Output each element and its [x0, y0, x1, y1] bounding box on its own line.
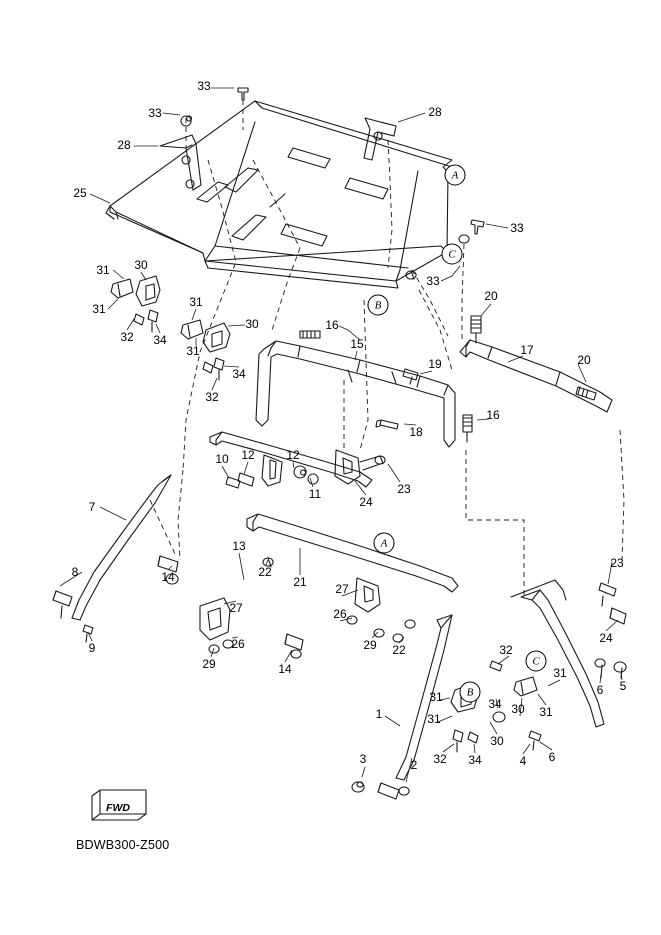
callout-number: 33 — [426, 274, 440, 288]
callout-number: 8 — [71, 565, 79, 579]
callout-number: 30 — [245, 317, 259, 331]
zone-label-c: C — [442, 244, 463, 265]
callout-number: 10 — [215, 452, 229, 466]
callout-number: 28 — [117, 138, 131, 152]
callout-number: 31 — [186, 344, 200, 358]
callout-number: 16 — [325, 318, 339, 332]
callout-number: 15 — [350, 337, 364, 351]
callout-number: 21 — [293, 575, 307, 589]
callout-number: 9 — [88, 641, 96, 655]
callout-number: 18 — [409, 425, 423, 439]
callout-number: 30 — [490, 734, 504, 748]
callout-number: 29 — [363, 638, 377, 652]
callout-number: 20 — [577, 353, 591, 367]
callout-number: 25 — [73, 186, 87, 200]
callout-number: 29 — [202, 657, 216, 671]
callout-number: 32 — [205, 390, 219, 404]
callout-number: 31 — [427, 712, 441, 726]
fwd-marker-label: FWD — [106, 802, 130, 814]
callout-number: 27 — [229, 601, 243, 615]
callout-number: 31 — [92, 302, 106, 316]
callout-number: 5 — [619, 679, 627, 693]
callout-number: 17 — [520, 343, 534, 357]
callout-number: 22 — [258, 565, 272, 579]
callout-number: 20 — [484, 289, 498, 303]
callout-number: 28 — [428, 105, 442, 119]
callout-number: 19 — [428, 357, 442, 371]
callout-number: 14 — [278, 662, 292, 676]
callout-number: 2 — [410, 758, 418, 772]
callout-number: 6 — [548, 750, 556, 764]
callout-number: 23 — [397, 482, 411, 496]
zone-label-b-2: B — [460, 682, 481, 703]
zone-label-a: A — [445, 165, 466, 186]
callout-number: 34 — [488, 697, 502, 711]
part-code-label: BDWB300-Z500 — [76, 838, 170, 852]
callout-number: 7 — [88, 500, 96, 514]
callout-number: 27 — [335, 582, 349, 596]
callout-number: 24 — [359, 495, 373, 509]
callout-number: 34 — [232, 367, 246, 381]
callout-number: 34 — [153, 333, 167, 347]
callout-number: 31 — [553, 666, 567, 680]
callout-number: 22 — [392, 643, 406, 657]
callout-number: 14 — [161, 570, 175, 584]
callout-number: 26 — [231, 637, 245, 651]
callout-number: 33 — [197, 79, 211, 93]
callout-number: 31 — [96, 263, 110, 277]
callout-number: 16 — [486, 408, 500, 422]
callout-number: 4 — [519, 754, 527, 768]
callout-number: 33 — [510, 221, 524, 235]
callout-number: 30 — [511, 702, 525, 716]
callout-number: 26 — [333, 607, 347, 621]
zone-label-c-2: C — [526, 651, 547, 672]
callout-number: 34 — [468, 753, 482, 767]
callout-number: 31 — [189, 295, 203, 309]
callout-number: 32 — [499, 643, 513, 657]
callout-number: 6 — [596, 683, 604, 697]
callout-number: 1 — [375, 707, 383, 721]
callout-number: 12 — [241, 448, 255, 462]
zone-label-a-2: A — [374, 533, 395, 554]
callout-number: 31 — [539, 705, 553, 719]
callout-number: 32 — [433, 752, 447, 766]
callout-number: 3 — [359, 752, 367, 766]
zone-label-b: B — [368, 295, 389, 316]
callout-number: 32 — [120, 330, 134, 344]
callout-number: 30 — [134, 258, 148, 272]
callout-number: 12 — [286, 448, 300, 462]
callout-number: 23 — [610, 556, 624, 570]
callout-number: 13 — [232, 539, 246, 553]
callout-number: 31 — [429, 690, 443, 704]
callout-number: 33 — [148, 106, 162, 120]
callout-number: 11 — [308, 487, 322, 501]
callout-number: 24 — [599, 631, 613, 645]
